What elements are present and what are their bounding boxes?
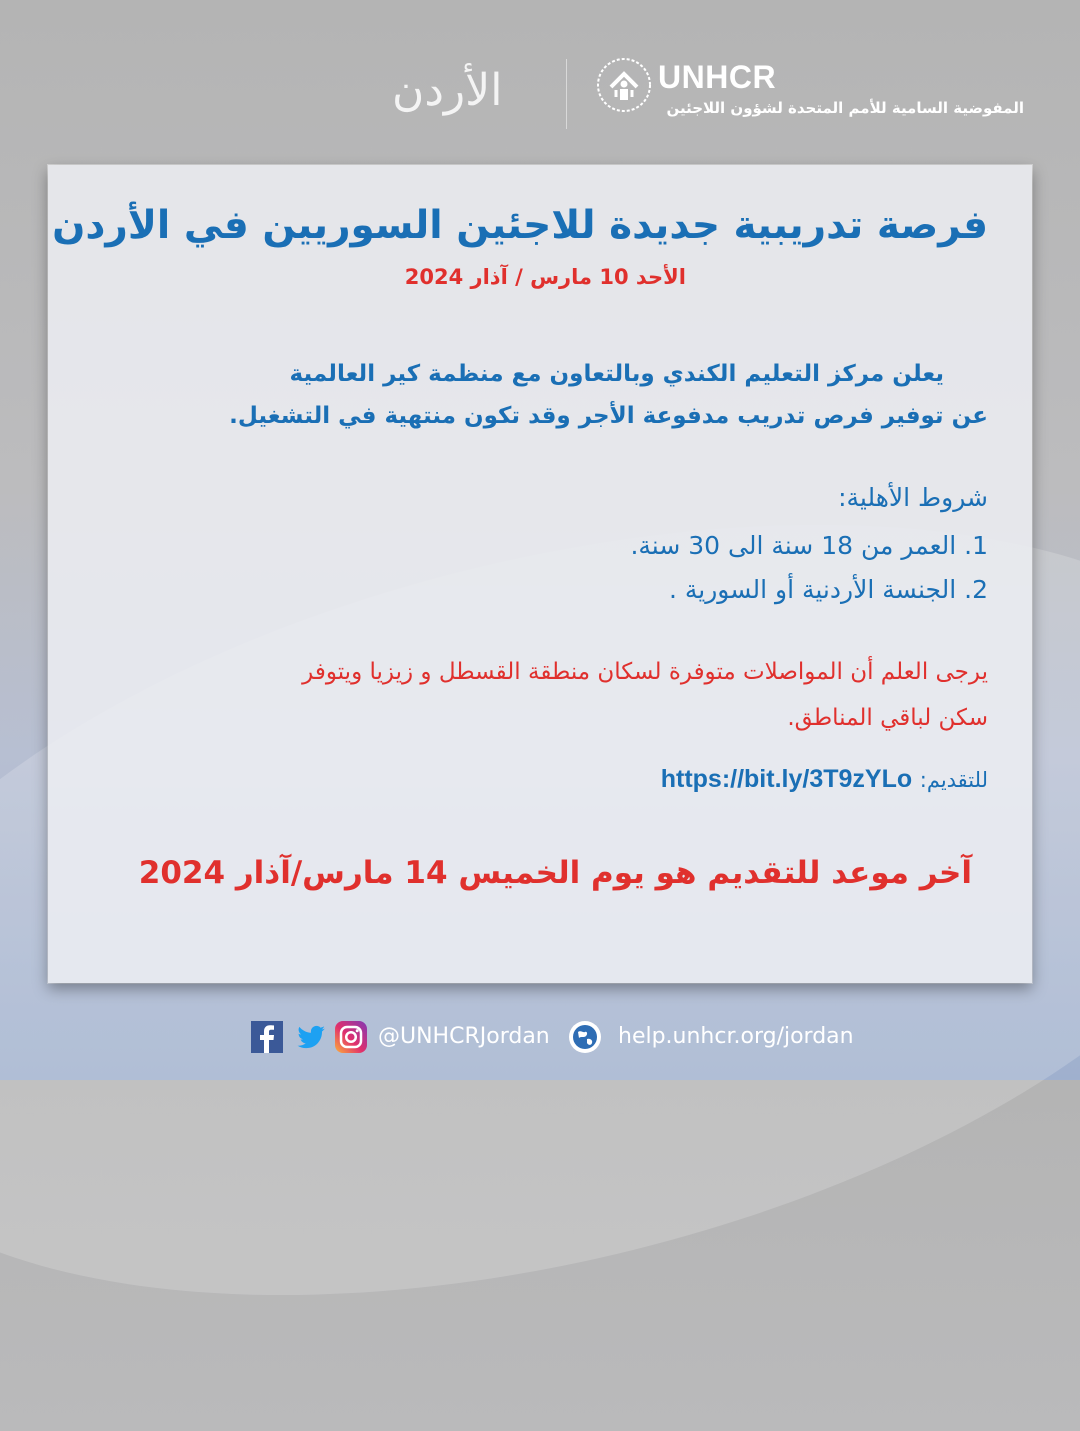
eligibility-list [630,524,988,612]
facebook-icon[interactable] [250,1020,284,1054]
apply-link[interactable]: https://bit.ly/3T9zYLo [660,765,913,793]
intro-line-1: يعلن مركز التعليم الكندي وبالتعاون مع منظمة كير العالمية [289,361,944,387]
eligibility-item: 1. العمر من 18 سنة الى 30 سنة. [630,531,988,560]
instagram-icon[interactable] [334,1020,368,1054]
eligibility-heading: شروط الأهلية: [838,483,988,512]
transport-note [302,649,988,741]
apply-row [661,765,988,794]
apply-label: للتقديم: [919,768,988,792]
unhcr-wordmark: UNHCR [658,59,777,95]
globe-icon[interactable] [568,1020,602,1054]
unhcr-emblem-icon [596,57,652,113]
note-line-2: سكن لباقي المناطق. [787,705,988,731]
intro-text [229,353,988,437]
intro-line-2: عن توفير فرص تدريب مدفوعة الأجر وقد تكون منتهية في التشغيل. [229,403,988,429]
header [0,55,1080,135]
announcement-card [48,165,1032,983]
note-line-1: يرجى العلم أن المواصلات متوفرة لسكان منطقة القسطل و زيزيا ويتوفر [302,659,988,685]
social-handle[interactable]: @UNHCRJordan [378,1024,550,1049]
twitter-icon[interactable] [294,1020,328,1054]
country-label: الأردن [392,65,503,116]
announcement-title: فرصة تدريبية جديدة للاجئين السوريين في الأردن [52,203,988,248]
deadline-text: آخر موعد للتقديم هو يوم الخميس 14 مارس/آذار 2024 [138,855,972,891]
unhcr-subtitle: المفوضية السامية للأمم المتحدة لشؤون اللاجئين [666,99,1024,117]
footer [0,1018,1080,1058]
eligibility-item: 2. الجنسة الأردنية أو السورية . [668,575,988,604]
announcement-date: الأحد 10 مارس / آذار 2024 [404,265,686,289]
website-link[interactable]: help.unhcr.org/jordan [618,1024,854,1049]
unhcr-logo [596,57,1036,127]
header-divider [566,59,567,129]
